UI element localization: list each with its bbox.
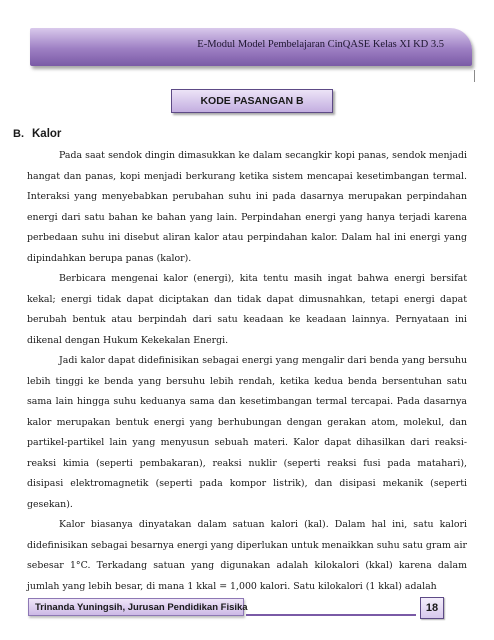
paragraph: Kalor biasanya dinyatakan dalam satuan kalori (kal). Dalam hal ini, satu kalori didefinisikan sebagai besarnya energi yang diperlukan untuk menaikkan suhu satu gram air sebesar 1°C. Terkadang satuan yang digunakan adalah kilokalori (kkal) karena dalam jumlah yang lebih besar, di mana 1 kkal = 1,000 kalori. Satu kilokalori (1 kkal) adalah bbox=[27, 519, 467, 592]
section-number: B. bbox=[13, 128, 24, 140]
pair-code-label: KODE PASANGAN B bbox=[171, 89, 333, 113]
body-text bbox=[27, 146, 467, 597]
section-title: Kalor bbox=[32, 128, 62, 140]
footer-author: Trinanda Yuningsih, Jurusan Pendidikan Fisika bbox=[28, 598, 244, 616]
page-number: 18 bbox=[420, 597, 444, 619]
paragraph: Pada saat sendok dingin dimasukkan ke dalam secangkir kopi panas, sendok menjadi hangat dan panas, kopi menjadi berkurang ketika sistem mencapai kesetimbangan termal. Interaksi yang menyebabkan perubahan suhu ini pada dasarnya merupakan perpindahan energi dari satu bahan ke bahan yang lain. Perpindahan energi yang hanya terjadi karena perbedaan suhu ini disebut aliran kalor atau perpindahan kalor. Dalam hal ini energi yang dipindahkan berupa panas (kalor). bbox=[27, 150, 467, 264]
paragraph: Berbicara mengenai kalor (energi), kita tentu masih ingat bahwa energi bersifat kekal; energi tidak dapat diciptakan dan tidak dapat dimusnahkan, tetapi energi dapat berubah bentuk atau berpindah dari satu keadaan ke keadaan lainnya. Pernyataan ini dikenal dengan Hukum Kekekalan Energi. bbox=[27, 273, 467, 346]
footer-divider bbox=[246, 614, 416, 616]
module-title: E-Modul Model Pembelajaran CinQASE Kelas XI KD 3.5 bbox=[197, 39, 444, 50]
paragraph: Jadi kalor dapat didefinisikan sebagai energi yang mengalir dari benda yang bersuhu lebih tinggi ke benda yang bersuhu lebih rendah, ketika kedua benda bersentuhan satu sama lain hingga suhu keduanya sama dan kesetimbangan termal tercapai. Pada dasarnya kalor merupakan bentuk energi yang berhubungan dengan gerakan atom, molekul, dan partikel-partikel lain yang menyusun sebuah materi. Kalor dapat dihasilkan dari reaksi-reaksi kimia (seperti pembakaran), reaksi nuklir (seperti reaksi fusi pada matahari), disipasi elektromagnetik (seperti pada kompor listrik), dan disipasi mekanik (seperti gesekan). bbox=[27, 355, 467, 510]
section-heading bbox=[13, 128, 61, 140]
header-divider bbox=[474, 70, 475, 82]
header-band bbox=[30, 28, 472, 66]
